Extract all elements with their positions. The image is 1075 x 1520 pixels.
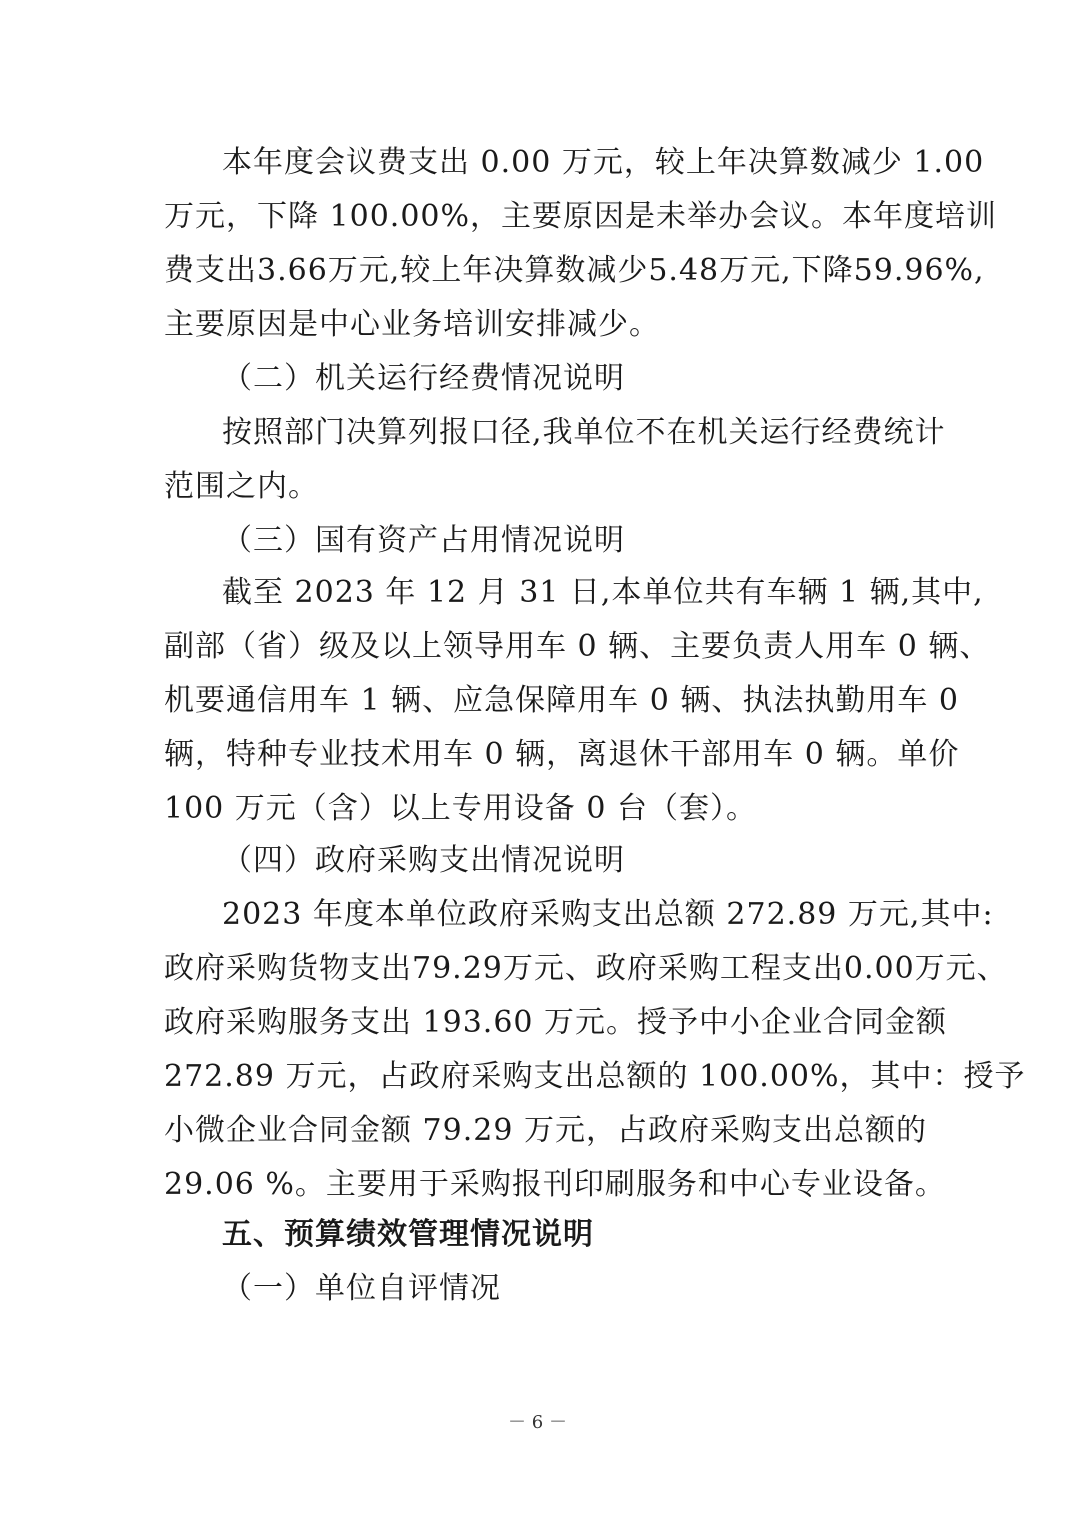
paragraph-state-assets: [164, 566, 991, 836]
text-line: 主要原因是中心业务培训安排减少。: [164, 307, 660, 342]
text-line: 费支出3.66万元,较上年决算数减少5.48万元,下降59.96%,: [164, 253, 985, 288]
section-heading-operating-funds: （二）机关运行经费情况说明: [222, 361, 625, 396]
text-line: 29.06 %。主要用于采购报刊印刷服务和中心专业设备。: [164, 1167, 946, 1202]
section-heading-state-assets: （三）国有资产占用情况说明: [222, 523, 625, 558]
text-line: 本年度会议费支出 0.00 万元，较上年决算数减少 1.00: [222, 145, 985, 180]
text-line: 2023 年度本单位政府采购支出总额 272.89 万元,其中:: [222, 897, 994, 932]
text-line: 万元，下降 100.00%，主要原因是未举办会议。本年度培训: [164, 199, 998, 234]
section-heading-self-evaluation: （一）单位自评情况: [222, 1271, 501, 1306]
page-number: － 6 －: [508, 1412, 567, 1433]
text-line: 副部（省）级及以上领导用车 0 辆、主要负责人用车 0 辆、: [164, 629, 991, 664]
text-line: 政府采购服务支出 193.60 万元。授予中小企业合同金额: [164, 1005, 948, 1040]
text-line: 截至 2023 年 12 月 31 日,本单位共有车辆 1 辆,其中,: [222, 575, 984, 610]
paragraph-operating-funds: [164, 406, 946, 514]
text-line: 辆，特种专业技术用车 0 辆，离退休干部用车 0 辆。单价: [164, 737, 960, 772]
text-line: 机要通信用车 1 辆、应急保障用车 0 辆、执法执勤用车 0: [164, 683, 959, 718]
text-line: 范围之内。: [164, 469, 319, 504]
paragraph-government-procurement: [164, 888, 1026, 1212]
text-line: 小微企业合同金额 79.29 万元，占政府采购支出总额的: [164, 1113, 927, 1148]
text-line: 100 万元（含）以上专用设备 0 台（套）。: [164, 791, 757, 826]
text-line: 政府采购货物支出79.29万元、政府采购工程支出0.00万元、: [164, 951, 1008, 986]
chapter-heading-budget-performance: 五、预算绩效管理情况说明: [222, 1217, 594, 1252]
paragraph-meeting-training-fees: [164, 136, 998, 352]
section-heading-government-procurement: （四）政府采购支出情况说明: [222, 843, 625, 878]
text-line: 按照部门决算列报口径,我单位不在机关运行经费统计: [222, 415, 946, 450]
text-line: 272.89 万元，占政府采购支出总额的 100.00%，其中：授予: [164, 1059, 1026, 1094]
